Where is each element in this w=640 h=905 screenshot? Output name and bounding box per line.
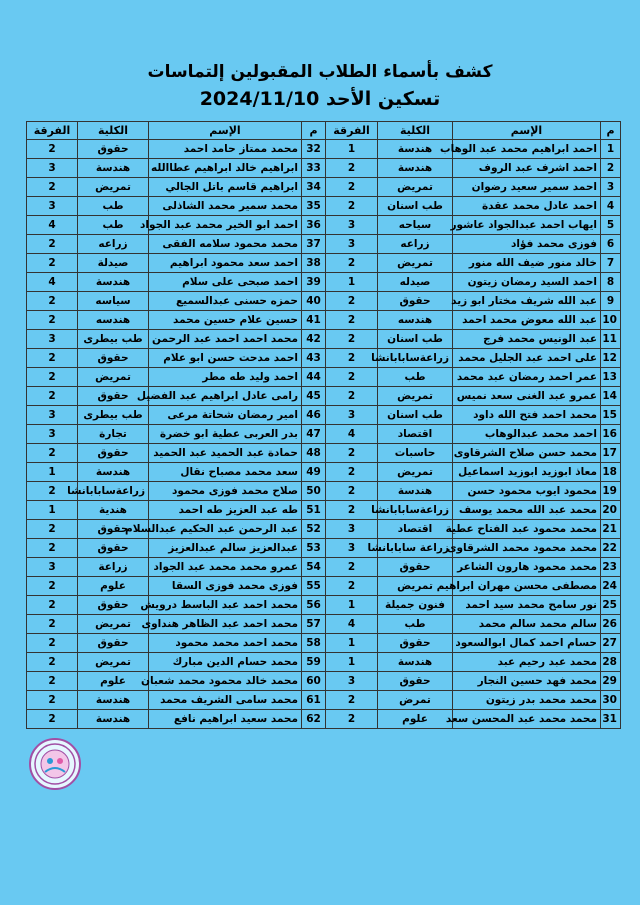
cell-year: 1	[27, 463, 78, 482]
cell-name: احمد عادل محمد عقدة	[453, 197, 601, 216]
cell-name: طه عبد العزيز طه احمد	[149, 501, 302, 520]
cell-num: 49	[302, 463, 326, 482]
cell-num: 9	[601, 292, 621, 311]
cell-faculty: هندسة	[78, 710, 149, 729]
cell-year: 2	[27, 254, 78, 273]
cell-year: 2	[27, 368, 78, 387]
cell-name: سالم محمد سالم محمد	[453, 615, 601, 634]
cell-faculty: تمرض	[378, 691, 453, 710]
cell-name: محمد فهد حسين النجار	[453, 672, 601, 691]
cell-name: حمزه حسنى عبدالسميع	[149, 292, 302, 311]
cell-faculty: طب	[78, 197, 149, 216]
cell-faculty: طب بيطرى	[78, 406, 149, 425]
cell-num: 45	[302, 387, 326, 406]
cell-year: 2	[326, 254, 378, 273]
cell-name: حمادة عبد الحميد عبد الحميد	[149, 444, 302, 463]
cell-num: 46	[302, 406, 326, 425]
cell-year: 2	[326, 292, 378, 311]
cell-year: 2	[27, 653, 78, 672]
cell-year: 3	[27, 330, 78, 349]
cell-num: 7	[601, 254, 621, 273]
cell-name: عبد الله معوض محمد احمد	[453, 311, 601, 330]
cell-name: فوزى محمد فؤاد	[453, 235, 601, 254]
cell-name: احمد صبحى على سلام	[149, 273, 302, 292]
cell-year: 3	[27, 558, 78, 577]
cell-name: ابراهيم خالد ابراهيم عطاالله	[149, 159, 302, 178]
cell-name: احمد سمير سعيد رضوان	[453, 178, 601, 197]
cell-name: محمد خالد محمود محمد شعبان	[149, 672, 302, 691]
cell-faculty: هندسة	[378, 140, 453, 159]
cell-year: 1	[326, 634, 378, 653]
cell-faculty: حاسبات	[378, 444, 453, 463]
university-logo	[29, 738, 81, 790]
cell-name: نور سامح محمد سيد احمد	[453, 596, 601, 615]
cell-name: عمرو محمد محمد عبد الجواد	[149, 558, 302, 577]
cell-faculty: زراعه	[78, 235, 149, 254]
cell-faculty: حقوق	[78, 596, 149, 615]
cell-name: على احمد عبد الجليل محمد	[453, 349, 601, 368]
cell-faculty: علوم	[378, 710, 453, 729]
cell-faculty: تمريض	[378, 254, 453, 273]
cell-year: 2	[27, 691, 78, 710]
table-row	[27, 482, 621, 501]
table-row	[27, 539, 621, 558]
cell-num: 26	[601, 615, 621, 634]
cell-faculty: اقتصاد	[378, 425, 453, 444]
cell-num: 55	[302, 577, 326, 596]
cell-name: خالد منور ضيف الله منور	[453, 254, 601, 273]
cell-faculty: هندسه	[378, 311, 453, 330]
table-row	[27, 425, 621, 444]
cell-faculty: هندية	[78, 501, 149, 520]
cell-name: محمد عبد الله محمد يوسف	[453, 501, 601, 520]
cell-num: 22	[601, 539, 621, 558]
table-row	[27, 710, 621, 729]
table-row	[27, 235, 621, 254]
cell-num: 62	[302, 710, 326, 729]
cell-num: 57	[302, 615, 326, 634]
cell-name: امير رمضان شحاتة مرعى	[149, 406, 302, 425]
cell-num: 3	[601, 178, 621, 197]
cell-num: 11	[601, 330, 621, 349]
cell-num: 18	[601, 463, 621, 482]
cell-name: عمر احمد رمضان عبد محمد	[453, 368, 601, 387]
cell-year: 2	[27, 634, 78, 653]
table-row	[27, 216, 621, 235]
cell-name: عبدالعزيز سالم عبدالعزيز	[149, 539, 302, 558]
cell-name: احمد سعد محمود ابراهيم	[149, 254, 302, 273]
cell-num: 31	[601, 710, 621, 729]
cell-name: محمد احمد فتح الله داود	[453, 406, 601, 425]
cell-year: 2	[326, 482, 378, 501]
cell-num: 35	[302, 197, 326, 216]
cell-faculty: طب	[78, 216, 149, 235]
cell-year: 2	[27, 615, 78, 634]
cell-num: 43	[302, 349, 326, 368]
cell-faculty: طب اسنان	[378, 406, 453, 425]
cell-name: محمد محمد عبد المحسن سعد	[453, 710, 601, 729]
table-row	[27, 387, 621, 406]
cell-faculty: طب اسنان	[378, 197, 453, 216]
cell-year: 3	[27, 197, 78, 216]
cell-num: 21	[601, 520, 621, 539]
cell-faculty: فنون جميلة	[378, 596, 453, 615]
cell-num: 19	[601, 482, 621, 501]
cell-faculty: زراعة سابابانشا	[378, 539, 453, 558]
cell-name: احمد ابراهيم محمد عبد الوهاب	[453, 140, 601, 159]
cell-faculty: طب اسنان	[378, 330, 453, 349]
cell-year: 2	[27, 596, 78, 615]
cell-faculty: تمريض	[378, 577, 453, 596]
cell-faculty: حقوق	[378, 292, 453, 311]
cell-year: 1	[326, 653, 378, 672]
cell-num: 34	[302, 178, 326, 197]
cell-faculty: حقوق	[378, 634, 453, 653]
cell-num: 59	[302, 653, 326, 672]
table-row	[27, 406, 621, 425]
table-row	[27, 292, 621, 311]
cell-faculty: حقوق	[378, 558, 453, 577]
cell-year: 2	[326, 501, 378, 520]
cell-num: 5	[601, 216, 621, 235]
cell-num: 27	[601, 634, 621, 653]
table-header-row	[27, 122, 621, 140]
cell-name: احمد مدحت حسن ابو علام	[149, 349, 302, 368]
table-row	[27, 197, 621, 216]
cell-year: 2	[27, 235, 78, 254]
cell-num: 20	[601, 501, 621, 520]
cell-year: 3	[326, 520, 378, 539]
cell-faculty: حقوق	[78, 520, 149, 539]
cell-year: 1	[326, 140, 378, 159]
cell-num: 38	[302, 254, 326, 273]
cell-faculty: علوم	[78, 577, 149, 596]
cell-num: 54	[302, 558, 326, 577]
cell-num: 8	[601, 273, 621, 292]
cell-year: 2	[326, 311, 378, 330]
cell-year: 1	[326, 273, 378, 292]
cell-name: عبد الونيس محمد فرج	[453, 330, 601, 349]
cell-year: 2	[27, 178, 78, 197]
cell-num: 30	[601, 691, 621, 710]
cell-faculty: تمريض	[78, 368, 149, 387]
cell-num: 1	[601, 140, 621, 159]
cell-faculty: هندسه	[78, 311, 149, 330]
cell-faculty: زراعةسابابانشا	[378, 501, 453, 520]
cell-name: محمد ممتاز حامد احمد	[149, 140, 302, 159]
cell-name: فوزى محمد فوزى السقا	[149, 577, 302, 596]
page-subtitle: تسكين الأحد 2024/11/10	[199, 88, 441, 110]
cell-year: 2	[27, 292, 78, 311]
cell-faculty: سياسه	[78, 292, 149, 311]
table-row	[27, 444, 621, 463]
cell-faculty: حقوق	[78, 387, 149, 406]
cell-faculty: زراعة	[78, 558, 149, 577]
cell-num: 32	[302, 140, 326, 159]
cell-faculty: طب	[378, 615, 453, 634]
cell-faculty: حقوق	[78, 634, 149, 653]
cell-num: 16	[601, 425, 621, 444]
cell-faculty: هندسة	[78, 463, 149, 482]
cell-year: 2	[326, 178, 378, 197]
cell-year: 2	[326, 368, 378, 387]
cell-name: محمد حسن صلاح الشرقاوى	[453, 444, 601, 463]
cell-num: 39	[302, 273, 326, 292]
cell-faculty: زراعةسابابانشا	[378, 349, 453, 368]
cell-year: 2	[27, 520, 78, 539]
cell-name: محمد احمد عبد الباسط درويش	[149, 596, 302, 615]
cell-year: 2	[326, 463, 378, 482]
cell-year: 2	[326, 577, 378, 596]
cell-year: 2	[326, 691, 378, 710]
cell-name: محمد احمد احمد عبد الرحمن	[149, 330, 302, 349]
cell-faculty: سياحه	[378, 216, 453, 235]
cell-year: 2	[326, 330, 378, 349]
cell-faculty: علوم	[78, 672, 149, 691]
table-row	[27, 634, 621, 653]
table-row	[27, 463, 621, 482]
cell-name: محمد احمد عبد الظاهر هنداوى	[149, 615, 302, 634]
cell-num: 33	[302, 159, 326, 178]
cell-faculty: تمريض	[378, 463, 453, 482]
cell-faculty: طب	[378, 368, 453, 387]
cell-faculty: هندسة	[78, 691, 149, 710]
cell-name: احمد السيد رمضان زيتون	[453, 273, 601, 292]
cell-year: 2	[27, 140, 78, 159]
cell-name: مصطفى محسن مهران ابراهيم	[453, 577, 601, 596]
cell-name: معاذ ابوزيد ابوزيد اسماعيل	[453, 463, 601, 482]
cell-faculty: هندسة	[78, 273, 149, 292]
cell-faculty: هندسة	[378, 159, 453, 178]
cell-name: محمود ايوب محمود حسن	[453, 482, 601, 501]
table-row	[27, 140, 621, 159]
header-faculty-left: الكلية	[78, 122, 149, 140]
cell-faculty: زراعةسابابانشا	[78, 482, 149, 501]
cell-year: 2	[27, 577, 78, 596]
cell-name: حسام احمد كمال ابوالسعود	[453, 634, 601, 653]
header-name-right: الإسم	[453, 122, 601, 140]
cell-year: 2	[326, 444, 378, 463]
cell-year: 2	[27, 387, 78, 406]
cell-name: عمرو عبد الغنى سعد نميس	[453, 387, 601, 406]
cell-year: 2	[27, 349, 78, 368]
cell-name: ايهاب احمد عبدالجواد عاشور	[453, 216, 601, 235]
students-table	[26, 121, 621, 729]
table-row	[27, 368, 621, 387]
header-num-left: م	[302, 122, 326, 140]
table-row	[27, 311, 621, 330]
cell-faculty: هندسة	[78, 159, 149, 178]
cell-name: محمد سامى الشريف محمد	[149, 691, 302, 710]
cell-year: 2	[326, 159, 378, 178]
cell-year: 4	[27, 216, 78, 235]
table-row	[27, 520, 621, 539]
cell-name: رامى عادل ابراهيم عبد الفضيل	[149, 387, 302, 406]
cell-name: حسين علام حسين محمد	[149, 311, 302, 330]
cell-num: 41	[302, 311, 326, 330]
cell-name: محمد حسام الدين مبارك	[149, 653, 302, 672]
cell-name: احمد محمد عبدالوهاب	[453, 425, 601, 444]
cell-year: 4	[27, 273, 78, 292]
table-row	[27, 349, 621, 368]
cell-num: 61	[302, 691, 326, 710]
header-name-left: الإسم	[149, 122, 302, 140]
table-row	[27, 501, 621, 520]
cell-year: 2	[27, 444, 78, 463]
table-row	[27, 672, 621, 691]
table-row	[27, 691, 621, 710]
cell-year: 3	[326, 406, 378, 425]
cell-year: 2	[326, 349, 378, 368]
cell-year: 4	[326, 425, 378, 444]
cell-name: عبد الرحمن عبد الحكيم عبدالسلام	[149, 520, 302, 539]
cell-num: 42	[302, 330, 326, 349]
cell-num: 6	[601, 235, 621, 254]
cell-num: 44	[302, 368, 326, 387]
cell-year: 1	[326, 596, 378, 615]
cell-name: احمد وليد طه مطر	[149, 368, 302, 387]
cell-year: 3	[326, 216, 378, 235]
cell-year: 3	[27, 159, 78, 178]
cell-num: 47	[302, 425, 326, 444]
cell-year: 3	[326, 672, 378, 691]
cell-faculty: تمريض	[378, 387, 453, 406]
cell-num: 28	[601, 653, 621, 672]
table-body	[27, 140, 621, 729]
cell-faculty: حقوق	[378, 672, 453, 691]
cell-name: بدر العربى عطية ابو خضرة	[149, 425, 302, 444]
cell-faculty: طب بيطرى	[78, 330, 149, 349]
cell-faculty: صيدله	[378, 273, 453, 292]
header-num-right: م	[601, 122, 621, 140]
cell-name: محمد سعيد ابراهيم نافع	[149, 710, 302, 729]
cell-faculty: اقتصاد	[378, 520, 453, 539]
cell-name: محمد عبد رحيم عبد	[453, 653, 601, 672]
cell-year: 2	[27, 539, 78, 558]
header-year-right: الفرقة	[326, 122, 378, 140]
table-row	[27, 159, 621, 178]
cell-name: محمد سمير محمد الشاذلى	[149, 197, 302, 216]
cell-num: 23	[601, 558, 621, 577]
cell-num: 36	[302, 216, 326, 235]
cell-year: 2	[326, 197, 378, 216]
table-row	[27, 273, 621, 292]
cell-num: 14	[601, 387, 621, 406]
cell-faculty: حقوق	[78, 140, 149, 159]
cell-num: 51	[302, 501, 326, 520]
cell-num: 58	[302, 634, 326, 653]
logo-emblem-icon	[31, 740, 79, 788]
cell-faculty: تمريض	[78, 178, 149, 197]
cell-num: 24	[601, 577, 621, 596]
cell-num: 10	[601, 311, 621, 330]
cell-num: 15	[601, 406, 621, 425]
table-row	[27, 178, 621, 197]
header-faculty-right: الكلية	[378, 122, 453, 140]
page-title: كشف بأسماء الطلاب المقبولين إلتماسات	[147, 62, 493, 82]
cell-year: 2	[326, 558, 378, 577]
cell-year: 2	[27, 482, 78, 501]
cell-year: 3	[326, 539, 378, 558]
cell-faculty: حقوق	[78, 349, 149, 368]
cell-name: ابراهيم قاسم باتل الجالي	[149, 178, 302, 197]
cell-num: 12	[601, 349, 621, 368]
table-row	[27, 596, 621, 615]
cell-faculty: حقوق	[78, 444, 149, 463]
header-year-left: الفرقة	[27, 122, 78, 140]
cell-name: عبد الله شريف مختار ابو زيد	[453, 292, 601, 311]
cell-num: 29	[601, 672, 621, 691]
cell-year: 4	[326, 615, 378, 634]
cell-num: 25	[601, 596, 621, 615]
cell-faculty: هندسة	[378, 653, 453, 672]
cell-name: صلاح محمد فوزى محمود	[149, 482, 302, 501]
cell-num: 17	[601, 444, 621, 463]
cell-name: محمد محمود هارون الشاعر	[453, 558, 601, 577]
table-row	[27, 330, 621, 349]
cell-year: 3	[27, 425, 78, 444]
table-row	[27, 577, 621, 596]
table-row	[27, 254, 621, 273]
cell-num: 53	[302, 539, 326, 558]
table-row	[27, 615, 621, 634]
cell-name: محمد محمود سلامه الفقى	[149, 235, 302, 254]
cell-year: 3	[27, 406, 78, 425]
cell-year: 2	[27, 710, 78, 729]
cell-year: 3	[326, 235, 378, 254]
cell-faculty: زراعه	[378, 235, 453, 254]
cell-num: 50	[302, 482, 326, 501]
cell-faculty: تجارة	[78, 425, 149, 444]
cell-name: احمد ابو الخير محمد عبد الجواد	[149, 216, 302, 235]
cell-name: سعد محمد مصباح نقال	[149, 463, 302, 482]
cell-faculty: حقوق	[78, 539, 149, 558]
cell-num: 48	[302, 444, 326, 463]
cell-name: محمد محمود عبد الفتاح عطية	[453, 520, 601, 539]
cell-faculty: تمريض	[378, 178, 453, 197]
cell-name: احمد اشرف عبد الروف	[453, 159, 601, 178]
cell-faculty: هندسة	[378, 482, 453, 501]
cell-name: محمد محمود محمد الشرقاوى	[453, 539, 601, 558]
cell-num: 2	[601, 159, 621, 178]
cell-faculty: تمريض	[78, 653, 149, 672]
cell-year: 2	[326, 387, 378, 406]
cell-name: محمد محمد بدر زيتون	[453, 691, 601, 710]
cell-year: 2	[326, 710, 378, 729]
cell-faculty: تمريض	[78, 615, 149, 634]
table-row	[27, 653, 621, 672]
table-row	[27, 558, 621, 577]
cell-num: 60	[302, 672, 326, 691]
cell-num: 40	[302, 292, 326, 311]
cell-year: 2	[27, 672, 78, 691]
cell-num: 56	[302, 596, 326, 615]
cell-faculty: صيدلة	[78, 254, 149, 273]
cell-year: 1	[27, 501, 78, 520]
cell-num: 13	[601, 368, 621, 387]
cell-year: 2	[27, 311, 78, 330]
cell-num: 52	[302, 520, 326, 539]
cell-num: 4	[601, 197, 621, 216]
cell-name: محمد احمد محمد محمود	[149, 634, 302, 653]
cell-num: 37	[302, 235, 326, 254]
